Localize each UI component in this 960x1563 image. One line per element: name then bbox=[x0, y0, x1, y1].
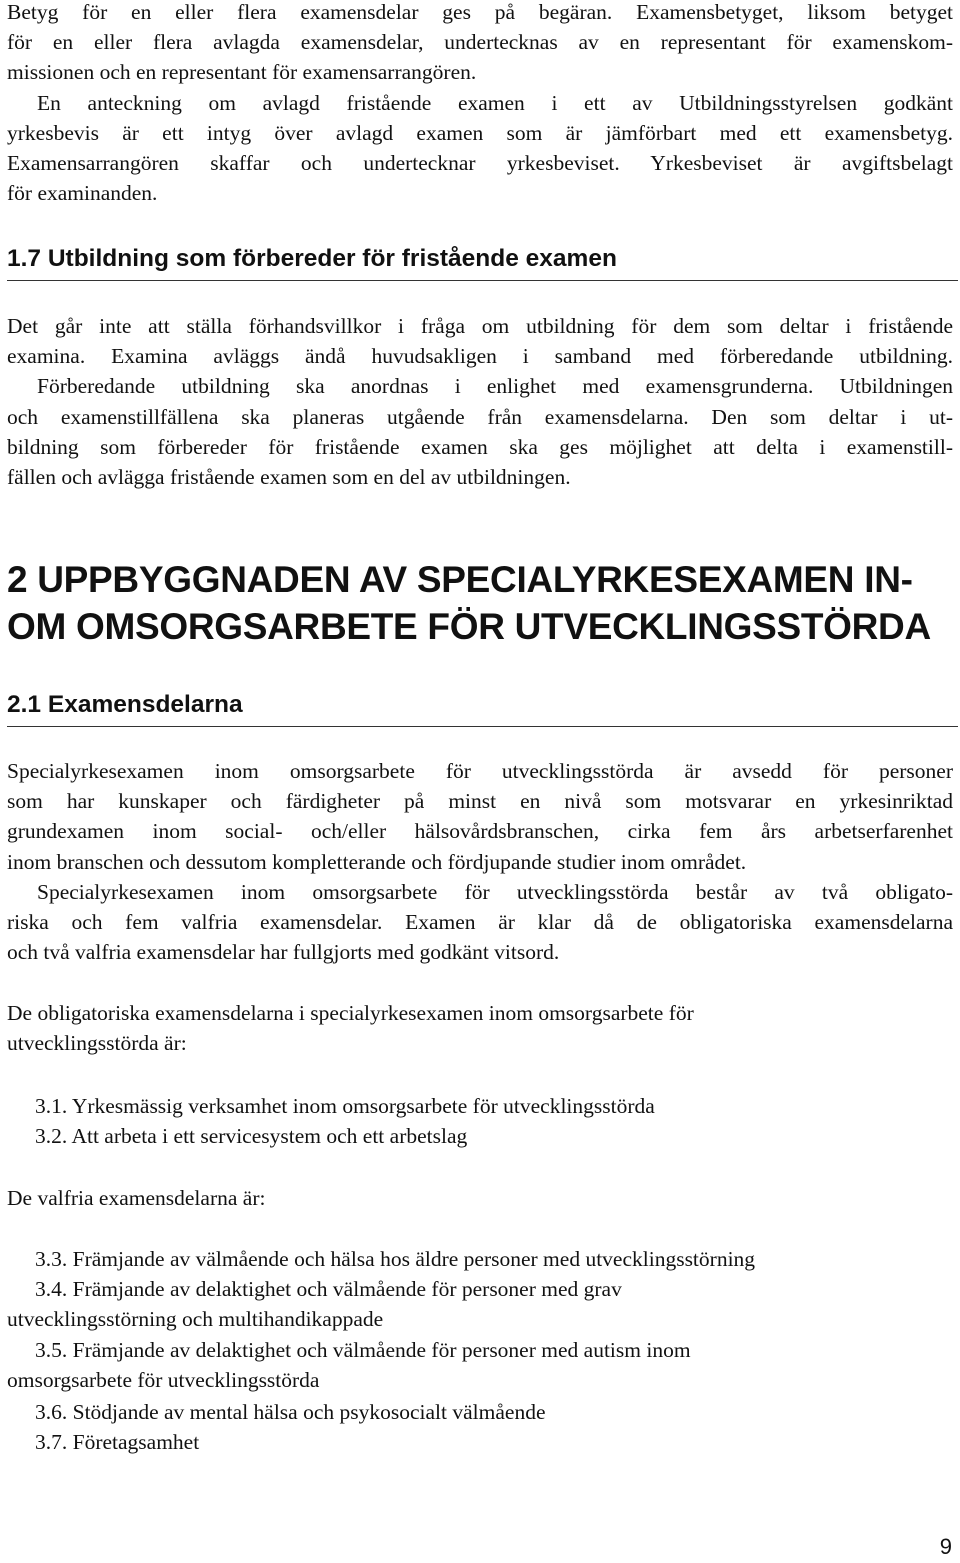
list-item-mandatory bbox=[7, 1091, 953, 1121]
list-item-optional bbox=[7, 1397, 953, 1427]
chapter-heading-2 bbox=[7, 556, 958, 650]
list-item-optional bbox=[7, 1274, 953, 1334]
list-item-mandatory bbox=[7, 1121, 953, 1151]
list-item-text: 3.7. Företagsamhet bbox=[35, 1430, 200, 1454]
list-item-text: 3.4. Främjande av delaktighet och välmående för personer med grav bbox=[35, 1277, 622, 1301]
text-line: bildning som förbereder för fristående examen ska ges möjlighet att delta i examenstill- bbox=[7, 434, 953, 459]
list-item-text: 3.6. Stödjande av mental hälsa och psykosocialt välmående bbox=[35, 1400, 546, 1424]
text-line: och två valfria examensdelar har fullgjorts med godkänt vitsord. bbox=[7, 940, 560, 965]
text-line: inom branschen och dessutom kompletterande och fördjupande studier inom området. bbox=[7, 849, 747, 874]
text-line: yrkesbevis är ett intyg över avlagd examen som är jämförbart med ett examensbetyg. bbox=[7, 120, 953, 145]
paragraph-training bbox=[7, 311, 953, 492]
list-item-optional bbox=[7, 1427, 953, 1457]
text-line: examina. Examina avläggs ändå huvudsakligen i samband med förberedande utbildning. bbox=[7, 344, 953, 369]
section-heading-2-1: 2.1 Examensdelarna bbox=[7, 690, 958, 727]
text-line: Examensarrangören skaffar och undertecknar yrkesbeviset. Yrkesbeviset är avgiftsbelagt bbox=[7, 151, 953, 176]
text-line: grundexamen inom social- och/eller hälsovårdsbranschen, cirka fem års arbetserfarenhet bbox=[7, 819, 953, 844]
list-item-text: utvecklingsstörning och multihandikappade bbox=[7, 1307, 384, 1332]
paragraph-optional-intro bbox=[7, 1183, 953, 1213]
text-line: missionen och en representant för examensarrangören. bbox=[7, 60, 477, 85]
text-line: Det går inte att ställa förhandsvillkor i fråga om utbildning för dem som deltar i fristående bbox=[7, 314, 953, 338]
text-line: som har kunskaper och färdigheter på minst en nivå som motsvarar en yrkesinriktad bbox=[7, 789, 953, 814]
section-heading-1-7: 1.7 Utbildning som förbereder för fristående examen bbox=[7, 244, 958, 281]
text-line: riska och fem valfria examensdelar. Examen är klar då de obligatoriska examensdelarna bbox=[7, 910, 953, 935]
list-item-optional bbox=[7, 1335, 953, 1395]
text-line: De valfria examensdelarna är: bbox=[7, 1186, 266, 1210]
list-item-text: 3.3. Främjande av välmående och hälsa hos äldre personer med utvecklingsstörning bbox=[35, 1247, 756, 1271]
paragraph-certificate bbox=[7, 0, 953, 208]
list-item-text: 3.1. Yrkesmässig verksamhet inom omsorgsarbete för utvecklingsstörda bbox=[35, 1094, 655, 1118]
text-line: Förberedande utbildning ska anordnas i enlighet med examensgrunderna. Utbildningen bbox=[37, 374, 953, 399]
text-line: utvecklingsstörda är: bbox=[7, 1031, 187, 1056]
text-line: Betyg för en eller flera examensdelar ges på begäran. Examensbetyget, liksom betyget bbox=[7, 0, 953, 24]
text-line: De obligatoriska examensdelarna i specialyrkesexamen inom omsorgsarbete för bbox=[7, 1001, 694, 1025]
list-item-text: omsorgsarbete för utvecklingsstörda bbox=[7, 1368, 320, 1393]
list-item-text: 3.2. Att arbeta i ett servicesystem och ett arbetslag bbox=[35, 1124, 468, 1148]
page-number: 9 bbox=[939, 1534, 952, 1559]
text-line: för en eller flera avlagda examensdelar, undertecknas av en representant för examenskom- bbox=[7, 30, 953, 55]
text-line: Specialyrkesexamen inom omsorgsarbete för utvecklingsstörda är avsedd för personer bbox=[7, 759, 953, 783]
text-line: fällen och avlägga fristående examen som en del av utbildningen. bbox=[7, 465, 571, 490]
list-item-text: 3.5. Främjande av delaktighet och välmående för personer med autism inom bbox=[35, 1338, 691, 1362]
paragraph-mandatory-intro bbox=[7, 998, 953, 1058]
text-line: för examinanden. bbox=[7, 181, 158, 206]
chapter-heading-line: 2 UPPBYGGNADEN AV SPECIALYRKESEXAMEN IN- bbox=[7, 559, 913, 600]
chapter-heading-line: OM OMSORGSARBETE FÖR UTVECKLINGSSTÖRDA bbox=[7, 606, 931, 647]
text-line: Specialyrkesexamen inom omsorgsarbete för utvecklingsstörda består av två obligato- bbox=[37, 879, 953, 904]
text-line: En anteckning om avlagd fristående examen i ett av Utbildningsstyrelsen godkänt bbox=[37, 90, 953, 115]
list-item-optional bbox=[7, 1244, 953, 1274]
paragraph-exam-description bbox=[7, 756, 953, 967]
text-line: och examenstillfällena ska planeras utgående från examensdelarna. Den som deltar i ut- bbox=[7, 404, 953, 429]
